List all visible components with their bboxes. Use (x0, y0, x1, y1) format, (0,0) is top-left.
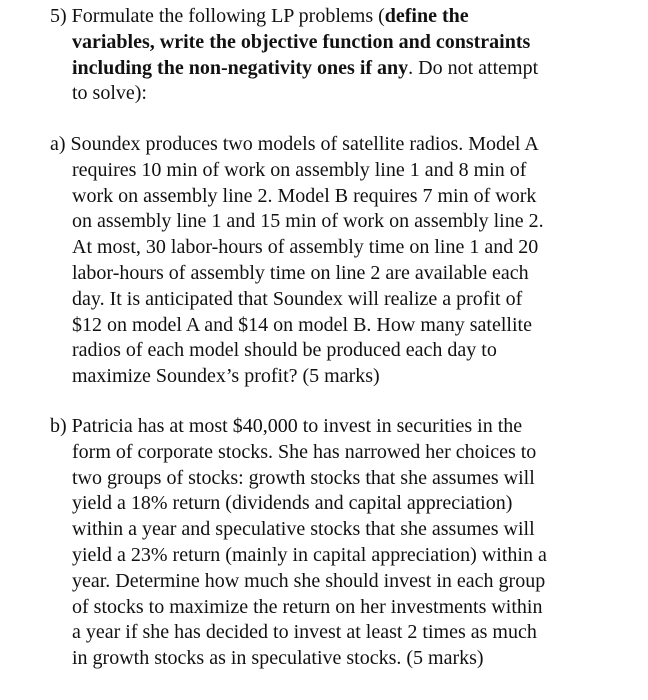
part-a-line: At most, 30 labor-hours of assembly time on line 1 and 20 (72, 236, 539, 259)
part-a-line: radios of each model should be produced each day to (72, 339, 497, 362)
part-a-line: on assembly line 1 and 15 min of work on assembly line 2. (72, 210, 544, 233)
part-b-line: yield a 23% return (mainly in capital appreciation) within a (72, 543, 547, 566)
part-a-line: $12 on model A and $14 on model B. How many satellite (72, 313, 532, 336)
part-b-line: of stocks to maximize the return on her investments within (72, 595, 543, 618)
part-b-line: a year if she has decided to invest at least 2 times as much (72, 621, 537, 644)
part-b-line: within a year and speculative stocks that she assumes will (72, 518, 535, 541)
question-5-line: variables, write the objective function and constraints (72, 30, 531, 53)
question-5 (50, 4, 610, 107)
question-5-line: including the non-negativity ones if any. Do not attempt (72, 56, 539, 79)
part-a-line: requires 10 min of work on assembly line 1 and 8 min of (72, 158, 527, 181)
part-b-line: b) Patricia has at most $40,000 to invest in securities in the (50, 415, 523, 437)
part-b-line: yield a 18% return (dividends and capital appreciation) (72, 492, 513, 515)
part-b-line: in growth stocks as in speculative stocks. (5 marks) (72, 647, 484, 670)
part-b-line: form of corporate stocks. She has narrowed her choices to (72, 440, 537, 463)
part-a-line: labor-hours of assembly time on line 2 are available each (72, 261, 529, 284)
part-a-question (50, 132, 610, 390)
part-b-question (50, 414, 610, 672)
part-a-line: maximize Soundex’s profit? (5 marks) (72, 365, 380, 388)
part-a-line: a) Soundex produces two models of satellite radios. Model A (50, 133, 539, 155)
question-5-line: 5) Formulate the following LP problems (define the (50, 5, 469, 27)
question-5-line: to solve): (72, 82, 147, 105)
part-a-line: work on assembly line 2. Model B requires 7 min of work (72, 184, 537, 207)
part-a-line: day. It is anticipated that Soundex will realize a profit of (72, 287, 523, 310)
part-b-line: two groups of stocks: growth stocks that she assumes will (72, 466, 535, 489)
part-b-line: year. Determine how much she should invest in each group (72, 569, 546, 592)
